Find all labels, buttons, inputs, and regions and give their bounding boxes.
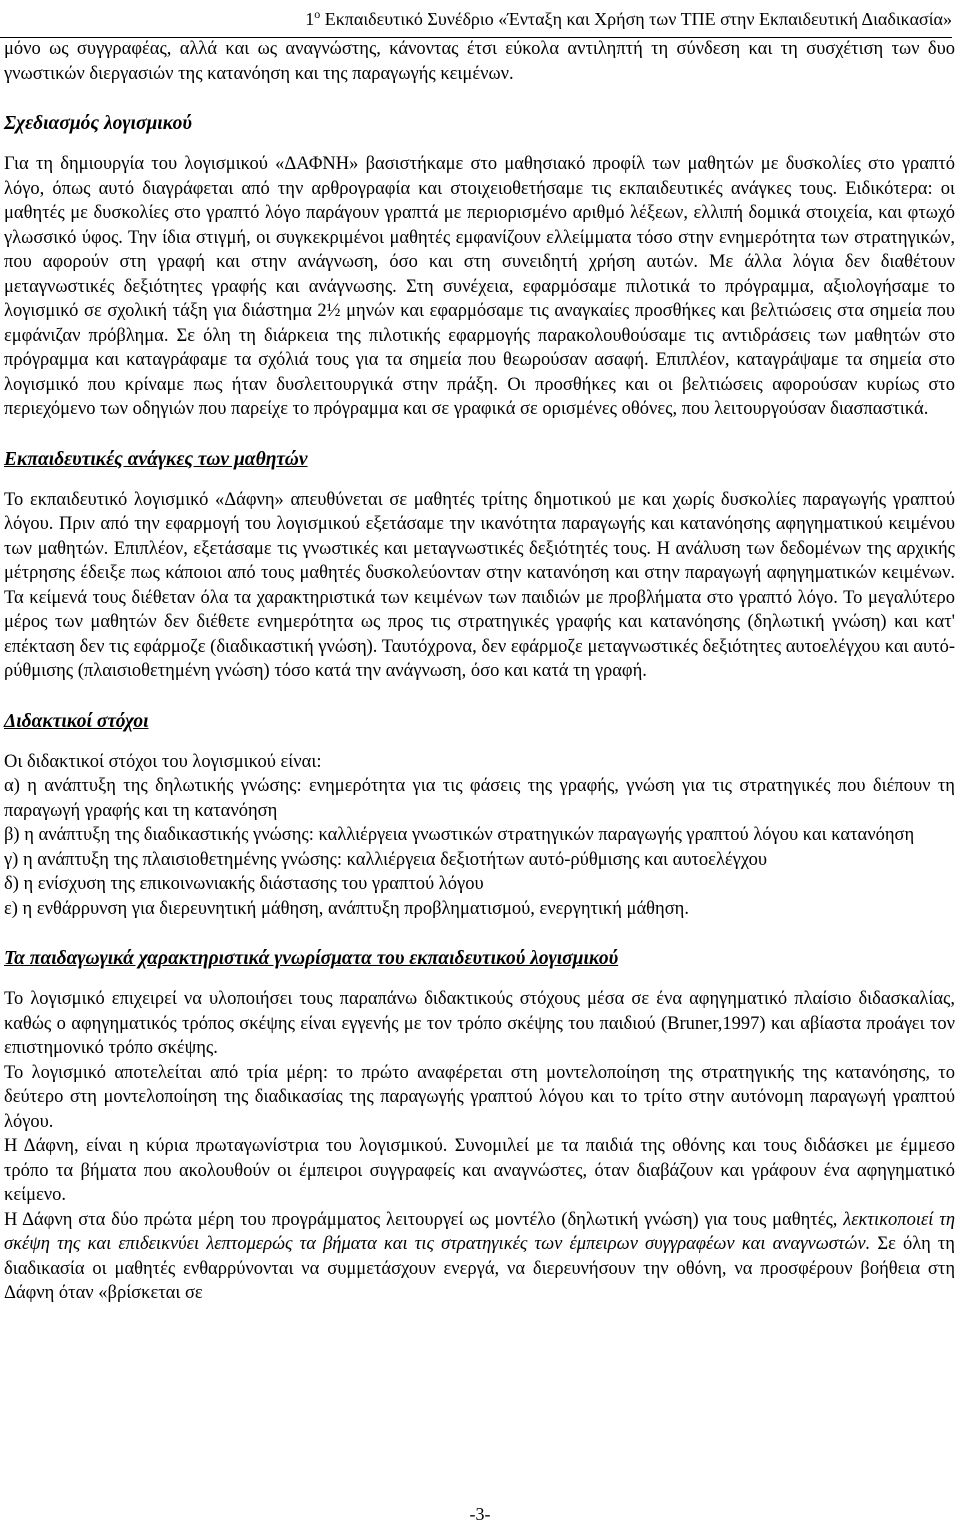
p4-italic: λεκτικοποιεί τη σκέψη της και επιδεικνύει λεπτομερώς τα βήματα και τις στρατηγικές των έμπειρων συγγραφέων και αναγνωστών. xyxy=(4,1209,955,1254)
header-title: Εκπαιδευτικό Συνέδριο «Ένταξη και Χρήση των ΤΠΕ στην Εκπαιδευτική Διαδικασία» xyxy=(320,9,952,29)
section-heading-educational-needs: Εκπαιδευτικές ανάγκες των μαθητών xyxy=(4,448,308,470)
software-design-paragraph: Για τη δημιουργία του λογισμικού «ΔΑΦΝΗ» βασιστήκαμε στο μαθησιακό προφίλ των μαθητών με δυσκολίες στο γραπτό λόγο, όπως αυτό διαγράφεται από την αρθρογραφία και στοιχειοθετήσαμε τις εκπαιδευτικές ανάγκες τους. Ειδικότερα: οι μαθητές με δυσκολίες στο γραπτό λόγο παράγουν γραπτά με περιορισμένο αριθμό λέξεων, ελλιπή δομικά στοιχεία, και φτωχό γλωσσικό ύφος. Την ίδια στιγμή, οι συγκεκριμένοι μαθητές εμφανίζουν ελλείμματα τόσο στην ενημερότητα των στρατηγικών, που αφορούν στη γραφή και στην ανάγνωση, όσο και στη συνειδητή χρήση αυτών. Με άλλα λόγια δεν διαθέτουν μεταγνωστικές δεξιότητες γραφής και ανάγνωσης. Στη συνέχεια, εφαρμόσαμε πιλοτικά το πρόγραμμα, αξιολογήσαμε το λογισμικό σε σχολική τάξη για διάστημα 2½ μηνών και εφαρμόσαμε τις αναγκαίες προσθήκες και βελτιώσεις στα σημεία που εμφάνιζαν πρόβλημα. Σε όλη τη διάρκεια της πιλοτικής εφαρμογής παρακολουθούσαμε τις αντιδράσεις των μαθητών στο πρόγραμμα και καταγράφαμε τα σχόλιά τους για τα σημεία που θεωρούσαν ασαφή. Επιπλέον, καταγράψαμε τα σημεία στο λογισμικό που κρίναμε πως ήταν δυσλειτουργικά στην πράξη. Οι προσθήκες και οι βελτιώσεις αφορούσαν κυρίως στο περιεχόμενο των οδηγιών που παρείχε το πρόγραμμα και σε γραφικά σε ορισμένες οθόνες, που λειτουργούσαν διασπαστικά. xyxy=(4,154,955,419)
pedagogical-paragraph-3: Η Δάφνη, είναι η κύρια πρωταγωνίστρια του λογισμικού. Συνομιλεί με τα παιδιά της οθόνης και τους διδάσκει με έμμεσο τρόπο τα βήματα που ακολουθούν οι έμπειροι συγγραφείς και αναγνώστες, όταν διαβάζουν και γράφουν ένα αφηγηματικό κείμενο. xyxy=(4,1136,955,1205)
goal-item: δ) η ενίσχυση της επικοινωνιακής διάστασης του γραπτού λόγου xyxy=(4,874,484,894)
pedagogical-paragraph-2: Το λογισμικό αποτελείται από τρία μέρη: το πρώτο αναφέρεται στη μοντελοποίηση της στρατηγικής της κατανόησης, το δεύτερο στη μοντελοποίηση της διαδικασίας της παραγωγής γραπτού λόγου και το τρίτο στην αυτόνομη παραγωγή γραπτού λόγου. xyxy=(4,1062,955,1132)
header-number: 1 xyxy=(305,9,315,29)
section-heading-pedagogical-features: Τα παιδαγωγικά χαρακτηριστικά γνωρίσματα του εκπαιδευτικού λογισμικού xyxy=(4,948,619,969)
header-ordinal: ο xyxy=(314,7,321,21)
pedagogical-paragraph-4 xyxy=(4,1208,955,1306)
page-number: -3- xyxy=(469,1504,491,1524)
pedagogical-paragraph-1: Το λογισμικό επιχειρεί να υλοποιήσει τους παραπάνω διδακτικούς στόχους μέσα σε ένα αφηγηματικό πλαίσιο διδασκαλίας, καθώς ο αφηγηματικός τρόπος σκέψης είναι εγγενής με τον τρόπο σκέψης του παιδιού (Bruner,1997) και αβίαστα προάγει τον επιστημονικό τρόπο σκέψης. xyxy=(4,989,955,1058)
section-heading-software-design: Σχεδιασμός λογισμικού xyxy=(4,113,192,134)
p4-start: Η Δάφνη στα δύο πρώτα μέρη του προγράμματος λειτουργεί ως μοντέλο (δηλωτική γνώση) για τους μαθητές, xyxy=(4,1209,844,1230)
goal-item: γ) η ανάπτυξη της πλαισιοθετημένης γνώσης: καλλιέργεια δεξιοτήτων αυτό-ρύθμισης και αυτοελέγχου xyxy=(4,849,768,870)
goal-item: α) η ανάπτυξη της δηλωτικής γνώσης: ενημερότητα για τις φάσεις της γραφής, γνώση για τις στρατηγικές που διέπουν τη παραγωγή γραφής και τη κατανόηση xyxy=(4,776,955,821)
educational-needs-paragraph: Το εκπαιδευτικό λογισμικό «Δάφνη» απευθύνεται σε μαθητές τρίτης δημοτικού με και χωρίς δυσκολίες παραγωγής γραπτού λόγου. Πριν από την εφαρμογή του λογισμικού εξετάσαμε την ικανότητα παραγωγής και κατανόησης αφηγηματικού κειμένου των μαθητών. Επιπλέον, εξετάσαμε τις γνωστικές και μεταγνωστικές δεξιότητές τους. Η ανάλυση των δεδομένων της αρχικής μέτρησης έδειξε πως κάποιοι από τους μαθητές δυσκολεύονταν στην κατανόηση και στην παραγωγή αφηγηματικών κειμένων. Τα κείμενά τους διέθεταν όλα τα χαρακτηριστικά των κειμένων των παιδιών με προβλήματα στο γραπτό λόγο. Το μεγαλύτερο μέρος των μαθητών δεν διέθετε ενημερότητα ως προς τις στρατηγικές γραφής και κατανόησης (δηλωτική γνώση) και κατ' επέκταση δεν τις εφάρμοζε (διαδικαστική γνώση). Ταυτόχρονα, δεν εφάρμοζε μεταγνωστικές δεξιότητες αυτοελέγχου και αυτό-ρύθμισης (πλαισιοθετημένη γνώση) τόσο κατά την ανάγνωση, όσο και κατά τη γραφή. xyxy=(4,489,955,681)
intro-paragraph: μόνο ως συγγραφέας, αλλά και ως αναγνώστης, κάνοντας έτσι εύκολα αντιληπτή τη σύνδεση και τη συσχέτιση των δυο γνωστικών διεργασιών της κατανόηση και της παραγωγής κειμένων. xyxy=(4,39,955,84)
p4-end: Σε όλη τη διαδικασία οι μαθητές ενθαρρύνονται να συμμετάσχουν ενεργά, να διερευνήσουν την οθόνη, να προσφέρουν βοήθεια στη Δάφνη όταν «βρίσκεται σε xyxy=(4,1234,955,1303)
goal-item: β) η ανάπτυξη της διαδικαστικής γνώσης: καλλιέργεια γνωστικών στρατηγικών παραγωγής γραπτού λόγου και κατανόηση xyxy=(4,825,915,845)
goal-item: ε) η ενθάρρυνση για διερευνητική μάθηση, ανάπτυξη προβληματισμού, ενεργητική μάθηση. xyxy=(4,898,689,919)
running-header xyxy=(0,2,952,38)
page-body xyxy=(4,37,955,1306)
teaching-goals-intro: Οι διδακτικοί στόχοι του λογισμικού είναι: xyxy=(4,751,322,772)
section-heading-teaching-goals: Διδακτικοί στόχοι xyxy=(4,710,149,732)
